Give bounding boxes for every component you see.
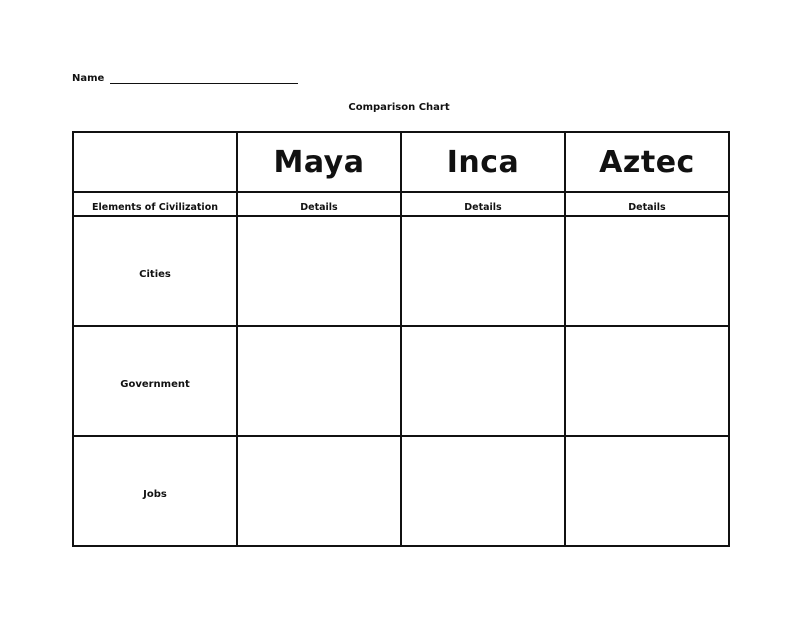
details-cell[interactable] [401, 326, 565, 436]
civ-name: Inca [446, 144, 520, 180]
civ-header-aztec [565, 132, 729, 192]
details-cell[interactable] [565, 326, 729, 436]
details-header-cell [565, 192, 729, 216]
elements-header-cell [73, 192, 237, 216]
page-title [0, 102, 800, 113]
civ-header-maya [237, 132, 401, 192]
civ-header-inca [401, 132, 565, 192]
details-cell[interactable] [565, 216, 729, 326]
element-label-cell [73, 326, 237, 436]
table-row-government [73, 326, 729, 436]
name-label: Name [72, 73, 105, 84]
element-label: Cities [139, 268, 171, 280]
subheader-row [73, 192, 729, 216]
details-cell[interactable] [237, 436, 401, 546]
name-blank-line[interactable] [110, 71, 298, 84]
details-cell[interactable] [401, 436, 565, 546]
civ-name: Aztec [599, 144, 695, 180]
civ-name: Maya [273, 144, 365, 180]
element-label-cell [73, 216, 237, 326]
table-row-cities [73, 216, 729, 326]
details-cell[interactable] [565, 436, 729, 546]
details-label: Details [628, 201, 666, 213]
civilization-header-row [73, 132, 729, 192]
element-label-cell [73, 436, 237, 546]
table-row-jobs [73, 436, 729, 546]
name-field [72, 71, 298, 84]
details-label: Details [300, 201, 338, 213]
element-label: Jobs [143, 488, 167, 500]
details-header-cell [401, 192, 565, 216]
details-cell[interactable] [237, 326, 401, 436]
details-cell[interactable] [237, 216, 401, 326]
corner-cell [73, 132, 237, 192]
element-label: Government [120, 378, 190, 390]
page-title-text: Comparison Chart [348, 102, 450, 113]
elements-header-label: Elements of Civilization [92, 201, 218, 213]
details-header-cell [237, 192, 401, 216]
details-label: Details [464, 201, 502, 213]
comparison-table [72, 131, 730, 547]
details-cell[interactable] [401, 216, 565, 326]
